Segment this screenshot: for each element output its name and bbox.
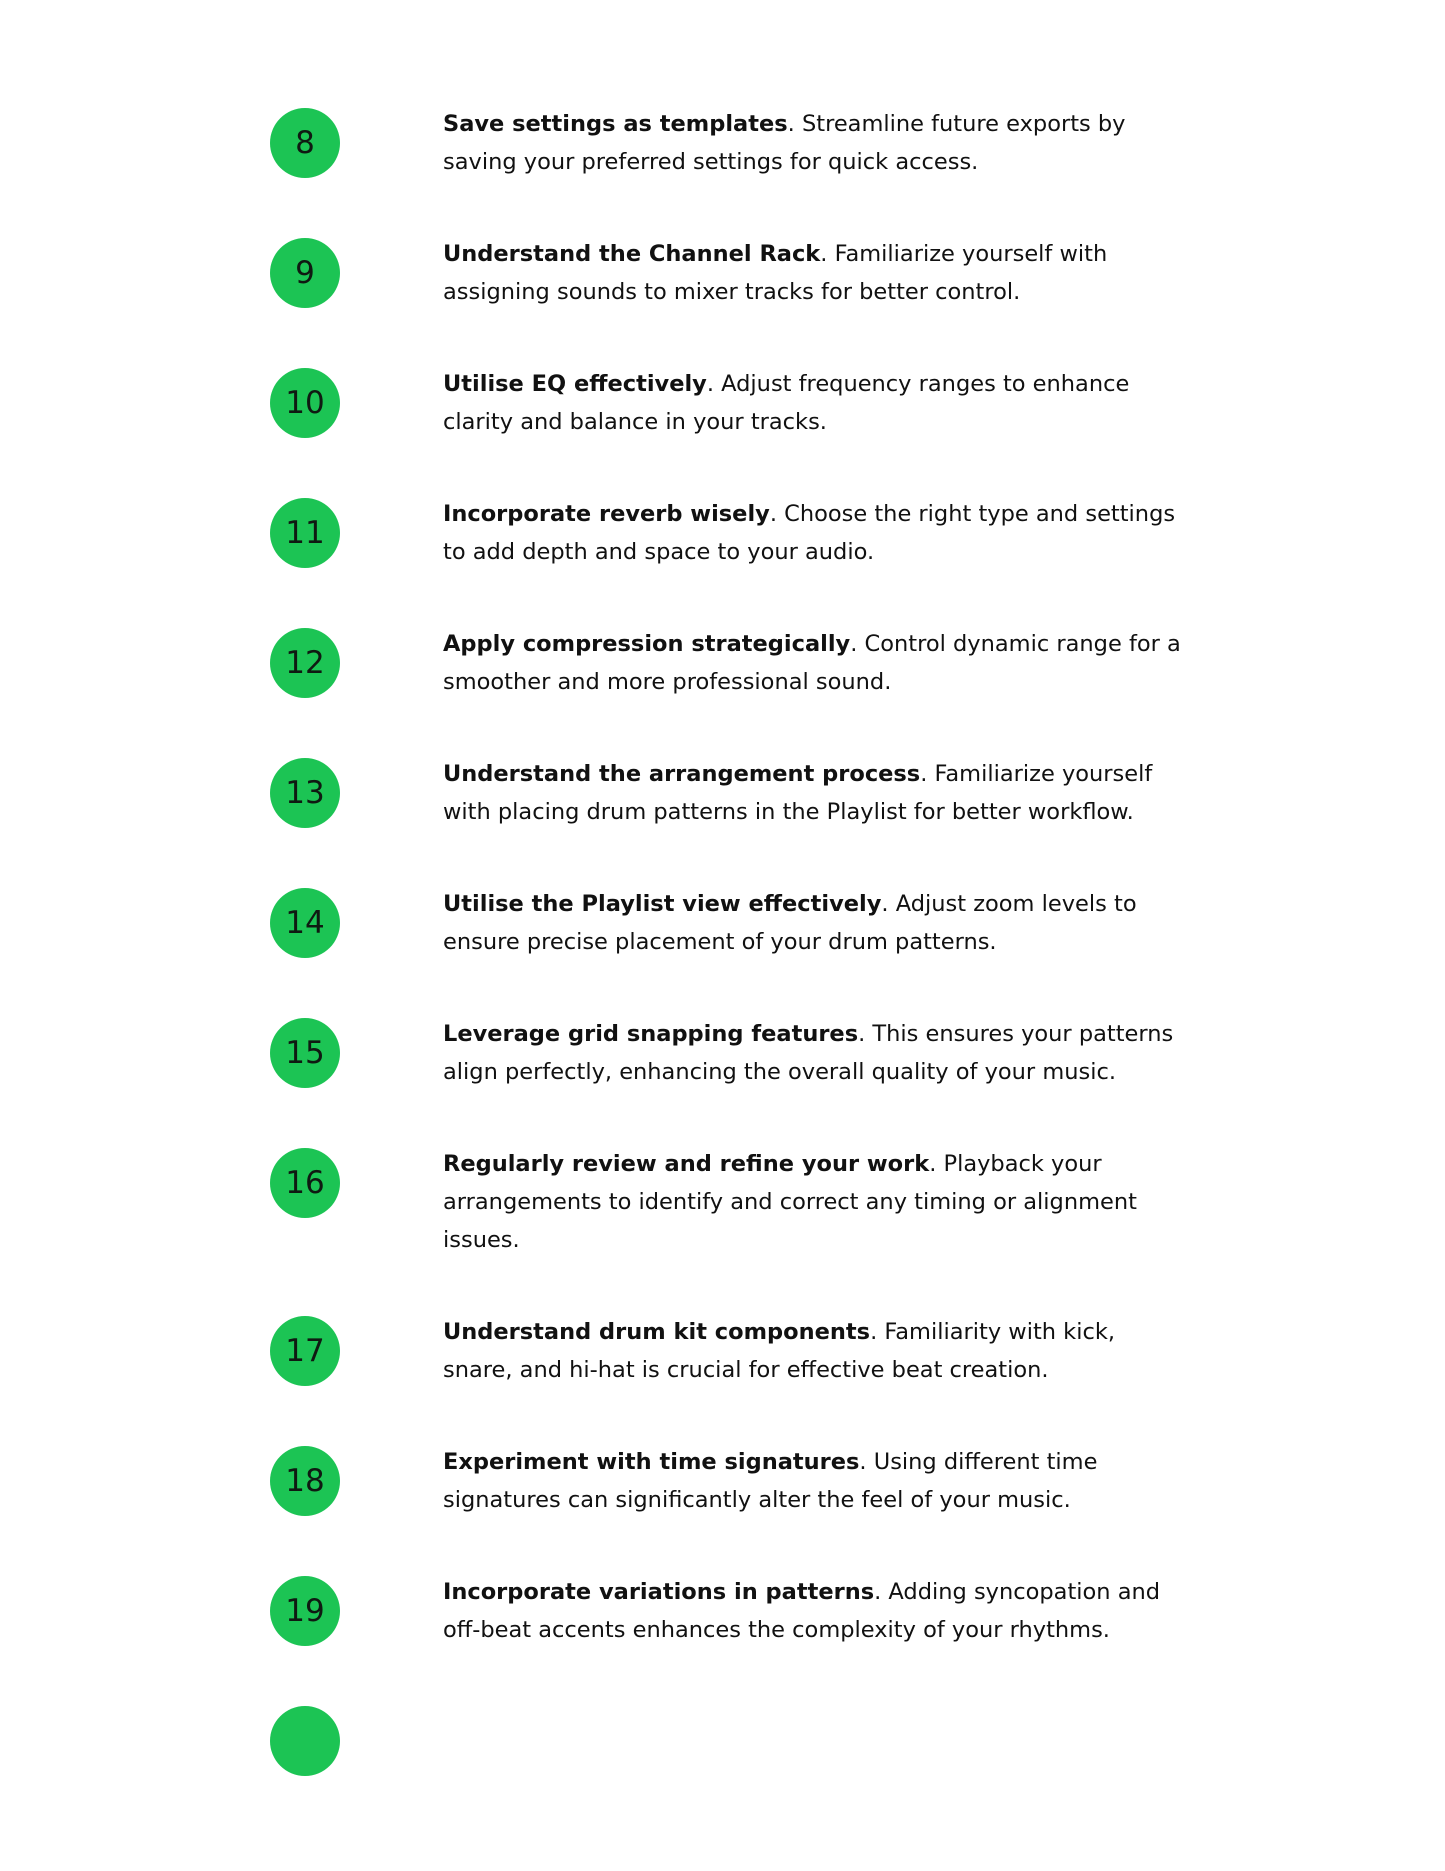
step-title: Understand the Channel Rack	[443, 241, 821, 267]
step-description: Control dynamic range for a smoother and more professional sound.	[443, 631, 1181, 695]
step-number-badge: 12	[270, 628, 340, 698]
step-title: Incorporate variations in patterns	[443, 1579, 875, 1605]
step-description: Adjust frequency ranges to enhance clarity and balance in your tracks.	[443, 371, 1130, 435]
step-description: Streamline future exports by saving your preferred settings for quick access.	[443, 111, 1126, 175]
step-title: Save settings as templates	[443, 111, 788, 137]
step-description: Familiarize yourself with assigning sounds to mixer tracks for better control.	[443, 241, 1108, 305]
step-title: Experiment with time signatures	[443, 1449, 860, 1475]
step-title: Leverage grid snapping features	[443, 1021, 859, 1047]
step-separator: .	[706, 371, 714, 397]
step-separator: .	[820, 241, 828, 267]
step-title: Utilise the Playlist view effectively	[443, 891, 882, 917]
step-number-badge	[270, 1706, 340, 1776]
step-number-badge: 19	[270, 1576, 340, 1646]
step-title: Incorporate reverb wisely	[443, 501, 770, 527]
step-text	[443, 1443, 1183, 1519]
step-number-badge: 17	[270, 1316, 340, 1386]
step-title: Understand drum kit components	[443, 1319, 871, 1345]
step-separator: .	[920, 761, 928, 787]
step-separator: .	[881, 891, 889, 917]
step-text	[443, 365, 1183, 441]
step-number-badge: 9	[270, 238, 340, 308]
tips-list-viewport	[0, 111, 1445, 1746]
step-number-badge: 18	[270, 1446, 340, 1516]
step-title: Utilise EQ effectively	[443, 371, 707, 397]
step-separator: .	[929, 1151, 937, 1177]
step-text	[443, 885, 1183, 961]
step-title: Regularly review and refine your work	[443, 1151, 930, 1177]
step-description: Familiarize yourself with placing drum patterns in the Playlist for better workflow.	[443, 761, 1153, 825]
step-description: Familiarity with kick, snare, and hi-hat is crucial for effective beat creation.	[443, 1319, 1116, 1383]
step-text	[443, 495, 1183, 571]
step-separator: .	[859, 1449, 867, 1475]
step-separator: .	[769, 501, 777, 527]
step-number-badge: 16	[270, 1148, 340, 1218]
step-description: Adding syncopation and off-beat accents enhances the complexity of your rhythms.	[443, 1579, 1161, 1643]
step-description: This ensures your patterns align perfectly, enhancing the overall quality of your music.	[443, 1021, 1174, 1085]
step-number-badge: 10	[270, 368, 340, 438]
step-text	[443, 1313, 1183, 1389]
step-description: Adjust zoom levels to ensure precise placement of your drum patterns.	[443, 891, 1137, 955]
step-number-badge: 13	[270, 758, 340, 828]
step-description: Playback your arrangements to identify and correct any timing or alignment issues.	[443, 1151, 1137, 1253]
step-title: Understand the arrangement process	[443, 761, 921, 787]
step-separator: .	[874, 1579, 882, 1605]
step-description: Using different time signatures can significantly alter the feel of your music.	[443, 1449, 1098, 1513]
step-separator: .	[787, 111, 795, 137]
step-text	[443, 1015, 1183, 1091]
step-number-badge: 8	[270, 108, 340, 178]
step-text	[443, 755, 1183, 831]
step-text	[443, 625, 1183, 701]
step-number-badge: 11	[270, 498, 340, 568]
step-number-badge: 14	[270, 888, 340, 958]
step-text	[443, 235, 1183, 311]
step-text	[443, 1573, 1183, 1649]
step-title: Apply compression strategically	[443, 631, 851, 657]
step-separator: .	[870, 1319, 878, 1345]
step-description: Choose the right type and settings to add depth and space to your audio.	[443, 501, 1176, 565]
step-text	[443, 105, 1183, 181]
step-separator: .	[850, 631, 858, 657]
step-text	[443, 1145, 1183, 1259]
step-number-badge: 15	[270, 1018, 340, 1088]
step-separator: .	[858, 1021, 866, 1047]
